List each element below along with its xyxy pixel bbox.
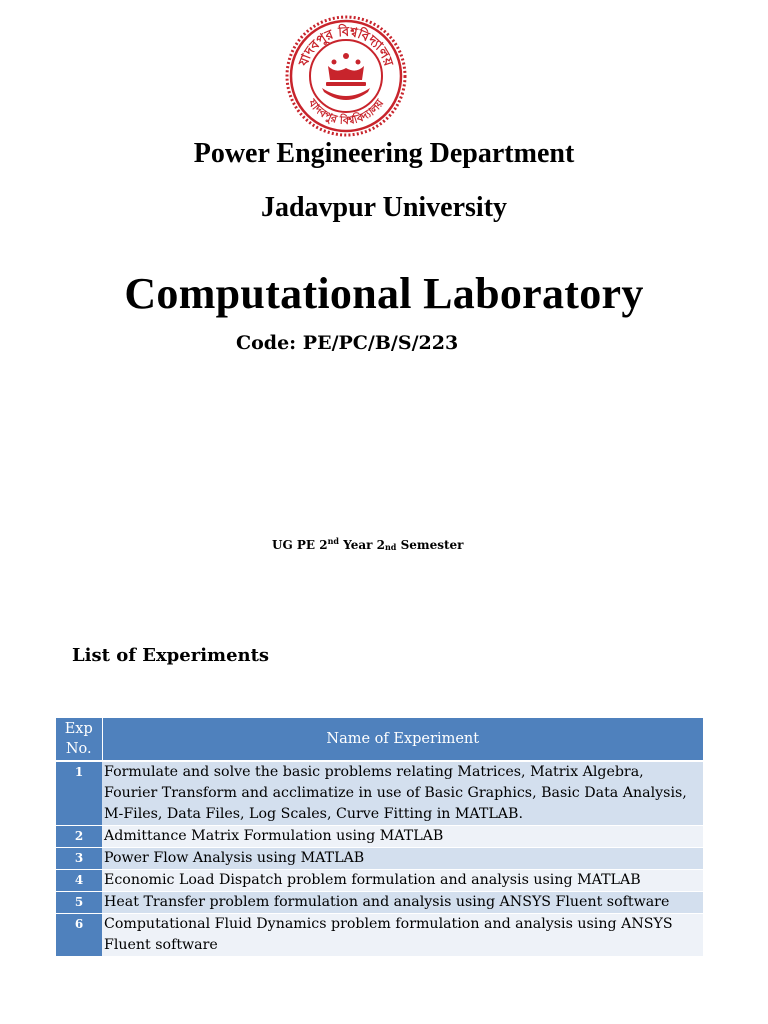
experiment-number: 5 [56,892,102,914]
experiment-name: Heat Transfer problem formulation and analysis using ANSYS Fluent software [102,892,703,914]
experiment-number: 4 [56,870,102,892]
column-header-exp-no: Exp No. [56,718,102,761]
department-heading: Power Engineering Department [193,138,575,169]
experiment-name: Power Flow Analysis using MATLAB [102,848,703,870]
university-seal-logo [284,14,408,138]
experiment-name: Computational Fluid Dynamics problem formulation and analysis using ANSYS Fluent software [102,914,703,957]
course-title: Computational Laboratory [124,269,644,318]
experiment-number: 1 [56,761,102,826]
experiment-number: 6 [56,914,102,957]
semester-label: UG PE 2nd Year $2_{nd}$ Semester [272,536,464,552]
table-row [56,870,703,892]
table-row [56,892,703,914]
university-heading: Jadavpur University [260,192,508,223]
seal-top-text: যাদবপুর বিশ্ববিদ্যালয় [296,24,396,69]
experiment-name: Admittance Matrix Formulation using MATLAB [102,826,703,848]
experiments-list-title: List of Experiments [72,645,270,666]
table-row [56,761,703,826]
table-row [56,914,703,957]
seal-bottom-text: যাদবপুর বিশ্ববিদ্যালয় [305,96,387,128]
experiment-name: Economic Load Dispatch problem formulation and analysis using MATLAB [102,870,703,892]
experiments-table [56,718,703,956]
experiment-number: 3 [56,848,102,870]
table-header-row [56,718,703,761]
experiment-name: Formulate and solve the basic problems relating Matrices, Matrix Algebra, Fourier Transform and acclimatize in use of Basic Graphics, Basic Data Analysis, M-Files, Data Files, Log Scales, Curve Fitting in MATLAB. [102,761,703,826]
table-row [56,826,703,848]
table-row [56,848,703,870]
column-header-name: Name of Experiment [102,718,703,761]
course-code: Code: PE/PC/B/S/223 [236,332,459,354]
experiment-number: 2 [56,826,102,848]
